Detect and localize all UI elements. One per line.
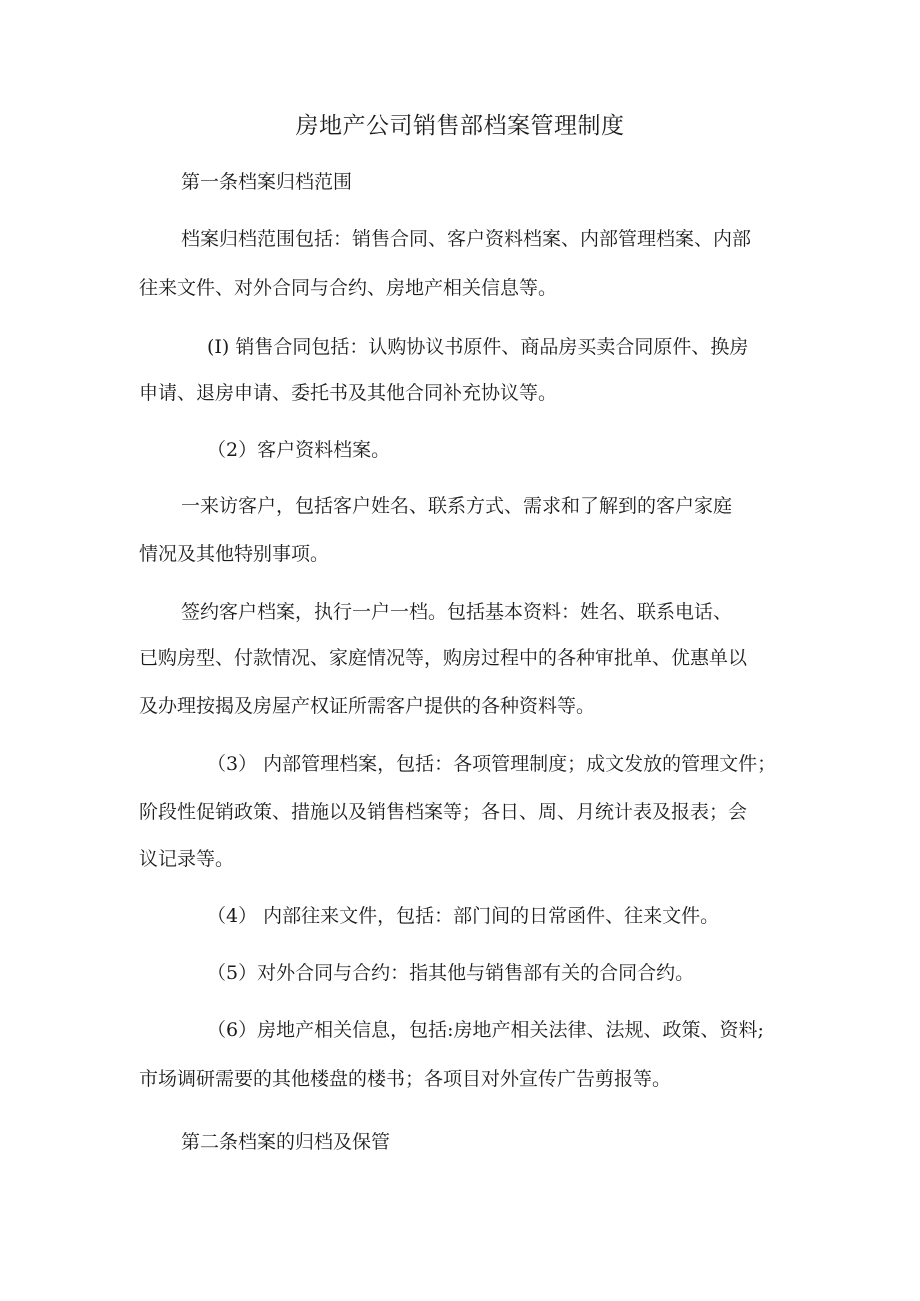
document-title: 房地产公司销售部档案管理制度 — [295, 113, 625, 139]
paragraph-line: 议记录等。 — [139, 848, 235, 870]
paragraph-line: （5）对外合同与合约：指其他与销售部有关的合同合约。 — [207, 962, 695, 984]
paragraph-line: （4） 内部往来文件，包括：部门间的日常函件、往来文件。 — [207, 905, 720, 927]
paragraph-line: （6）房地产相关信息，包括:房地产相关法律、法规、政策、资料; — [207, 1019, 764, 1041]
paragraph-line: （3） 内部管理档案，包括：各项管理制度；成文发放的管理文件； — [207, 753, 777, 775]
paragraph-line: 档案归档范围包括：销售合同、客户资料档案、内部管理档案、内部 — [181, 228, 752, 250]
paragraph-line: 情况及其他特别事项。 — [139, 543, 330, 565]
article-1-heading: 第一条档案归档范围 — [181, 171, 353, 193]
article-2-heading: 第二条档案的归档及保管 — [181, 1131, 391, 1153]
paragraph-line: 市场调研需要的其他楼盘的楼书；各项目对外宣传广告剪报等。 — [139, 1068, 672, 1090]
paragraph-line: （2）客户资料档案。 — [207, 439, 391, 461]
paragraph-line: 申请、退房申请、委托书及其他合同补充协议等。 — [139, 382, 558, 404]
paragraph-line: 往来文件、对外合同与合约、房地产相关信息等。 — [139, 277, 558, 299]
paragraph-line: 已购房型、付款情况、家庭情况等，购房过程中的各种审批单、优惠单以 — [139, 647, 748, 669]
paragraph-line: 一来访客户，包括客户姓名、联系方式、需求和了解到的客户家庭 — [181, 495, 733, 517]
paragraph-line: 签约客户档案，执行一户一档。包括基本资料：姓名、联系电话、 — [181, 601, 733, 623]
paragraph-line: 阶段性促销政策、措施以及销售档案等；各日、周、月统计表及报表；会 — [139, 801, 748, 823]
paragraph-line: (I) 销售合同包括：认购协议书原件、商品房买卖合同原件、换房 — [207, 336, 749, 358]
paragraph-line: 及办理按揭及房屋产权证所需客户提供的各种资料等。 — [139, 695, 596, 717]
